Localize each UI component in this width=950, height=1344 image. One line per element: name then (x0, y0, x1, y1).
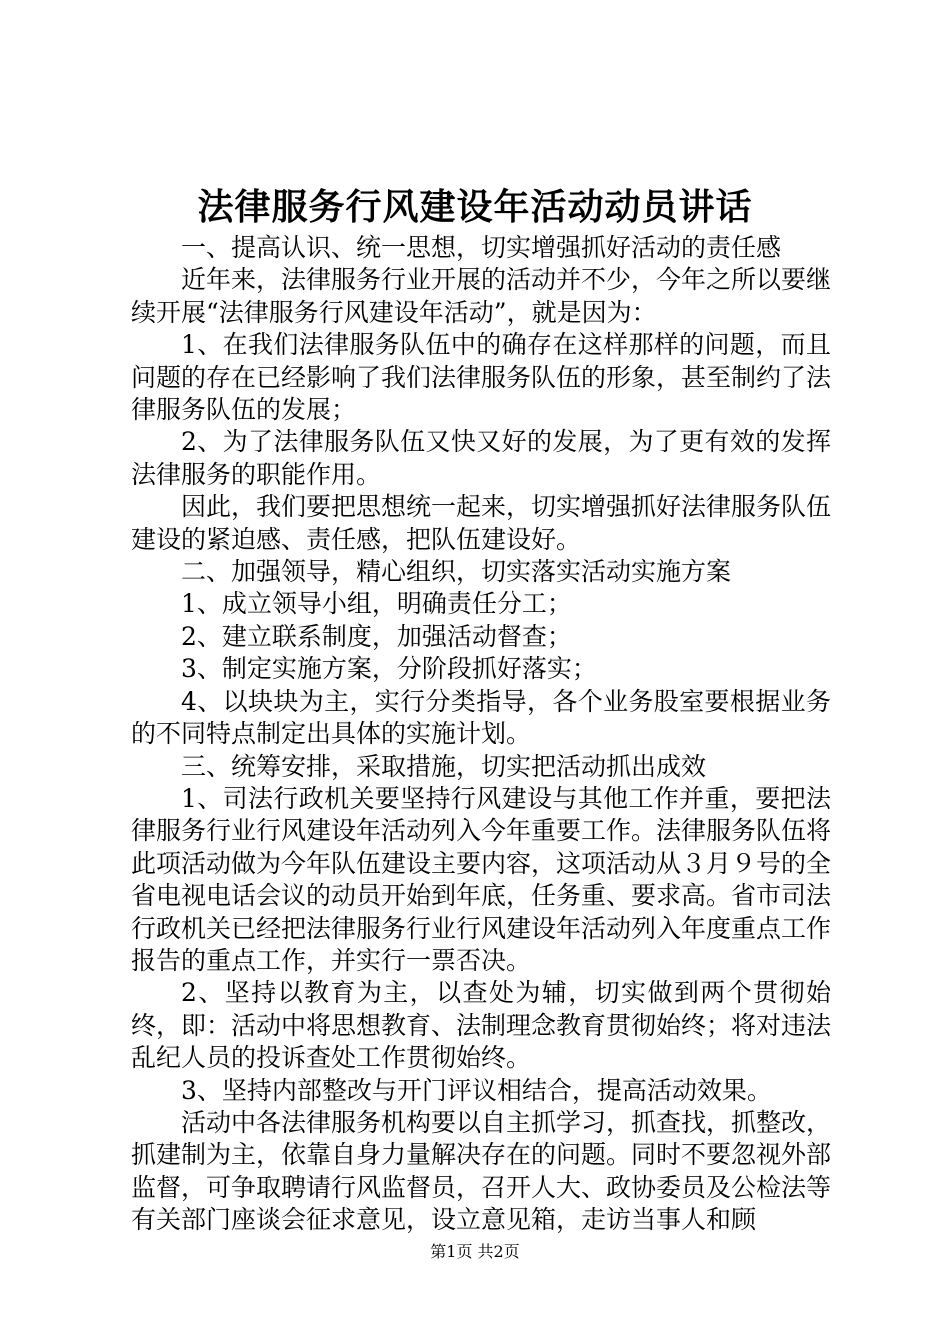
list-item: 2、坚持以教育为主，以查处为辅，切实做到两个贯彻始终，即：活动中将思想教育、法制理念教育贯彻始终；将对违法乱纪人员的投诉查处工作贯彻始终。 (131, 978, 832, 1073)
list-item: 1、成立领导小组，明确责任分工； (181, 589, 572, 619)
paragraph: 近年来，法律服务行业开展的活动并不少，今年之所以要继续开展“法律服务行风建设年活动”，就是因为： (131, 265, 832, 327)
section-heading-1: 一、提高认识、统一思想，切实增强抓好活动的责任感 (181, 233, 782, 262)
list-item: 1、在我们法律服务队伍中的确存在这样那样的问题，而且问题的存在已经影响了我们法律服务队伍的形象，甚至制约了法律服务队伍的发展； (131, 330, 832, 425)
paragraph: 因此，我们要把思想统一起来，切实增强抓好法律服务队伍建设的紧迫感、责任感，把队伍建设好。 (131, 492, 832, 554)
section-heading-2: 二、加强领导，精心组织，切实落实活动实施方案 (181, 557, 732, 587)
list-item: 1、司法行政机关要坚持行风建设与其他工作并重，要把法律服务行业行风建设年活动列入今年重要工作。法律服务队伍将此项活动做为今年队伍建设主要内容，这项活动从３月９号的全省电视电话会议的动员开始到年底，任务重、要求高。省市司法行政机关已经把法律服务行业行风建设年活动列入年度重点工作报告的重点工作，并实行一票否决。 (131, 783, 832, 975)
list-item: 2、为了法律服务队伍又快又好的发展，为了更有效的发挥法律服务的职能作用。 (131, 427, 831, 489)
list-item: 3、坚持内部整改与开门评议相结合，提高活动效果。 (181, 1075, 772, 1105)
document-body (131, 232, 831, 1237)
paragraph: 活动中各法律服务机构要以自主抓学习，抓查找，抓整改，抓建制为主，依靠自身力量解决存在的问题。同时不要忽视外部监督，可争取聘请行风监督员，召开人大、政协委员及公检法等有关部门座谈会征求意见，设立意见箱，走访当事人和顾 (131, 1107, 832, 1235)
page-number: 第1页 共2页 (430, 1242, 520, 1261)
list-item: 4、以块块为主，实行分类指导，各个业务股室要根据业务的不同特点制定出具体的实施计划。 (131, 686, 831, 749)
document-title: 法律服务行风建设年活动动员讲话 (197, 186, 753, 228)
list-item: 3、制定实施方案，分阶段抓好落实； (181, 654, 597, 684)
section-heading-3: 三、统筹安排，采取措施，切实把活动抓出成效 (181, 751, 707, 781)
list-item: 2、建立联系制度，加强活动督查； (181, 621, 572, 651)
